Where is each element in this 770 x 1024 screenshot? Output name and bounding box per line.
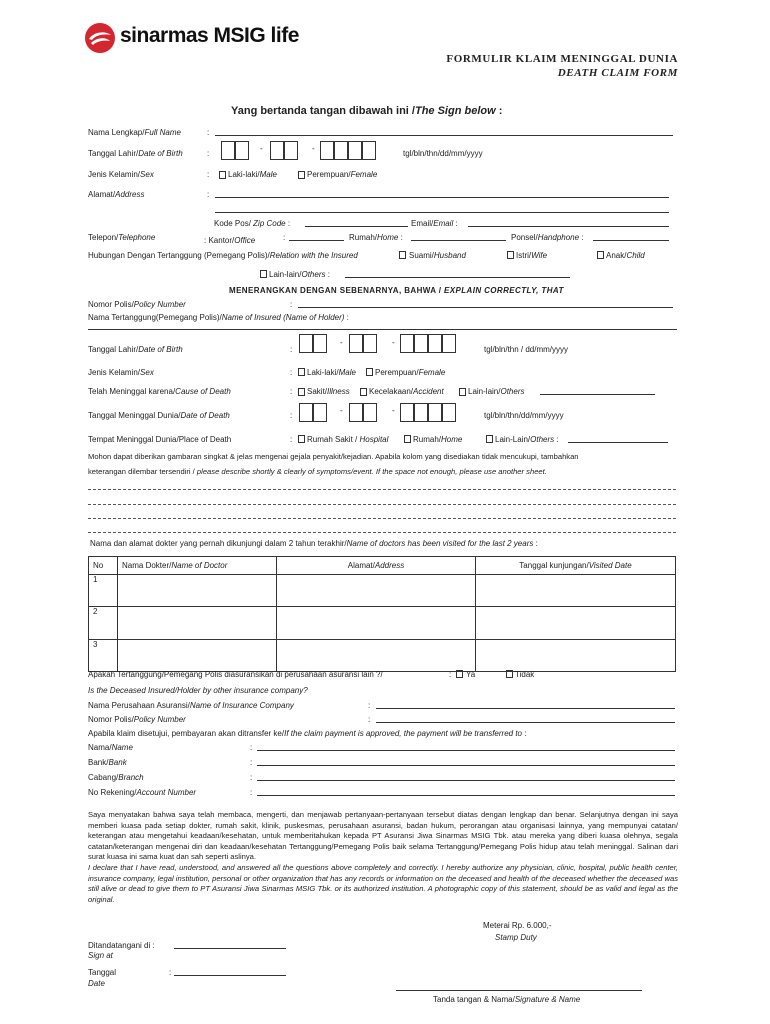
insured-female-checkbox[interactable] bbox=[366, 368, 373, 376]
doctor-address-cell[interactable] bbox=[277, 640, 476, 672]
dob-digit-box[interactable] bbox=[221, 141, 235, 160]
col-address-header: Alamat/Address bbox=[277, 557, 476, 575]
describe-instruction-2: keterangan dilembar tersendiri / please describe shortly & clearly of symptoms/event. If the space not enough, please use another sheet. bbox=[88, 467, 547, 476]
form-title-en: DEATH CLAIM FORM bbox=[557, 67, 678, 79]
mobile-field[interactable] bbox=[593, 240, 669, 241]
visit-date-cell[interactable] bbox=[476, 575, 676, 607]
sex-label: Jenis Kelamin/Sex bbox=[88, 170, 154, 179]
colon: : bbox=[169, 968, 172, 977]
dob-digit-box[interactable] bbox=[362, 141, 376, 160]
address-label: Alamat/Address bbox=[88, 190, 145, 199]
mobile-label: Ponsel/Handphone : bbox=[511, 233, 584, 242]
signature-label: Tanda tangan & Nama/Signature & Name bbox=[433, 995, 581, 1004]
female-option-label: Perempuan/Female bbox=[307, 170, 378, 179]
transfer-intro: Apabila klaim disetujui, pembayaran akan ditransfer ke/If the claim payment is approved, the payment will be transferred to : bbox=[88, 729, 527, 738]
insured-dob-digit-box[interactable] bbox=[363, 334, 377, 353]
home-checkbox[interactable] bbox=[404, 435, 411, 443]
no-label: Tidak bbox=[515, 670, 535, 679]
relation-others-checkbox[interactable] bbox=[260, 270, 267, 278]
dod-digit-box[interactable] bbox=[400, 403, 414, 422]
section-heading bbox=[231, 105, 502, 117]
husband-option-label: Suami/Husband bbox=[409, 251, 466, 260]
doctor-name-cell[interactable] bbox=[118, 607, 277, 640]
home-label: Rumah/Home bbox=[413, 435, 463, 444]
other-policy-field[interactable] bbox=[376, 722, 675, 723]
yes-label: Ya bbox=[466, 670, 476, 679]
dod-digit-box[interactable] bbox=[299, 403, 313, 422]
illness-checkbox[interactable] bbox=[298, 388, 305, 396]
insured-female-label: Perempuan/Female bbox=[375, 368, 446, 377]
dob-separator: - bbox=[340, 338, 343, 347]
table-row[interactable] bbox=[89, 607, 676, 640]
insured-male-label: Laki-laki/Male bbox=[307, 368, 356, 377]
doctors-table bbox=[88, 556, 676, 672]
cause-other-field[interactable] bbox=[540, 394, 655, 395]
date-field[interactable] bbox=[174, 975, 286, 976]
insured-male-checkbox[interactable] bbox=[298, 368, 305, 376]
home-phone-field[interactable] bbox=[411, 240, 506, 241]
colon: : bbox=[207, 128, 210, 137]
relation-label: Hubungan Dengan Tertanggung (Pemegang Polis)/Relation with the Insured bbox=[88, 251, 358, 260]
colon: : bbox=[290, 368, 293, 377]
telephone-label: Telepon/Telephone bbox=[88, 233, 156, 242]
logo-brand-text: sinarmas MSIG life bbox=[120, 24, 299, 47]
insured-dob-digit-box[interactable] bbox=[313, 334, 327, 353]
colon: : bbox=[290, 345, 293, 354]
doctor-address-cell[interactable] bbox=[277, 575, 476, 607]
row-number: 2 bbox=[89, 607, 118, 640]
child-option-label: Anak/Child bbox=[606, 251, 645, 260]
insured-policy-label: Nomor Polis/Policy Number bbox=[88, 300, 186, 309]
date-label-en: Date bbox=[88, 979, 105, 988]
signed-at-label: Ditandatangani di : bbox=[88, 941, 155, 950]
cause-label: Telah Meninggal karena/Cause of Death bbox=[88, 387, 231, 396]
visit-date-cell[interactable] bbox=[476, 607, 676, 640]
table-row[interactable] bbox=[89, 575, 676, 607]
relation-others-label: Lain-lain/Others : bbox=[269, 270, 330, 279]
other-policy-label: Nomor Polis/Policy Number bbox=[88, 715, 186, 724]
husband-checkbox[interactable] bbox=[399, 251, 406, 259]
table-row[interactable] bbox=[89, 640, 676, 672]
insured-name-label: Nama Tertanggung(Pemegang Polis)/Name of Insured (Name of Holder) : bbox=[88, 313, 349, 322]
form-title: FORMULIR KLAIM MENINGGAL DUNIA bbox=[446, 53, 678, 65]
office-phone-field[interactable] bbox=[289, 240, 344, 241]
place-other-label: Lain-Lain/Others : bbox=[495, 435, 559, 444]
colon: : bbox=[290, 300, 293, 309]
cause-other-checkbox[interactable] bbox=[459, 388, 466, 396]
male-option-label: Laki-laki/Male bbox=[228, 170, 277, 179]
insured-dob-digit-box[interactable] bbox=[414, 334, 428, 353]
yes-checkbox[interactable] bbox=[456, 670, 463, 678]
dob-digit-box[interactable] bbox=[334, 141, 348, 160]
transfer-name-label: Nama/Name bbox=[88, 743, 133, 752]
colon: : bbox=[283, 233, 286, 242]
row-number: 1 bbox=[89, 575, 118, 607]
child-checkbox[interactable] bbox=[597, 251, 604, 259]
other-insurance-question-en: Is the Deceased Insured/Holder by other insurance company? bbox=[88, 686, 308, 695]
dod-digit-box[interactable] bbox=[363, 403, 377, 422]
visit-date-cell[interactable] bbox=[476, 640, 676, 672]
dob-separator: - bbox=[260, 144, 263, 153]
colon: : bbox=[207, 190, 210, 199]
dob-format: tgl/bln/thn/dd/mm/yyyy bbox=[403, 149, 483, 158]
zip-field[interactable] bbox=[305, 226, 408, 227]
insured-name-field[interactable] bbox=[88, 329, 677, 330]
insured-dob-digit-box[interactable] bbox=[299, 334, 313, 353]
colon: : bbox=[250, 773, 253, 782]
colon: : bbox=[250, 758, 253, 767]
accident-label: Kecelakaan/Accident bbox=[369, 387, 444, 396]
table-header-row bbox=[89, 557, 676, 575]
doctor-address-cell[interactable] bbox=[277, 607, 476, 640]
insured-dob-digit-box[interactable] bbox=[400, 334, 414, 353]
dod-digit-box[interactable] bbox=[428, 403, 442, 422]
address-field-line-2[interactable] bbox=[215, 212, 669, 213]
description-line-4[interactable] bbox=[88, 532, 676, 533]
place-other-checkbox[interactable] bbox=[486, 435, 493, 443]
branch-field[interactable] bbox=[257, 780, 675, 781]
colon: : bbox=[250, 788, 253, 797]
place-label: Tempat Meninggal Dunia/Place of Death bbox=[88, 435, 232, 444]
dob-digit-box[interactable] bbox=[235, 141, 249, 160]
insured-sex-label: Jenis Kelamin/Sex bbox=[88, 368, 154, 377]
heading-colon: : bbox=[495, 105, 503, 117]
heading-id: Yang bertanda tangan dibawah ini / bbox=[231, 105, 415, 117]
insured-policy-field[interactable] bbox=[298, 307, 673, 308]
address-field-line-1[interactable] bbox=[215, 197, 669, 198]
colon: : bbox=[290, 435, 293, 444]
colon: : bbox=[250, 743, 253, 752]
email-field[interactable] bbox=[468, 226, 669, 227]
hospital-label: Rumah Sakit / Hospital bbox=[307, 435, 389, 444]
office-label: : Kantor/Office bbox=[204, 236, 256, 245]
doctor-name-cell[interactable] bbox=[118, 640, 277, 672]
colon: : bbox=[290, 411, 293, 420]
dob-digit-box[interactable] bbox=[284, 141, 298, 160]
signed-at-label-en: Sign at bbox=[88, 951, 113, 960]
transfer-name-field[interactable] bbox=[257, 750, 675, 751]
col-date-header: Tanggal kunjungan/Visited Date bbox=[476, 557, 676, 575]
account-field[interactable] bbox=[257, 795, 675, 796]
colon: : bbox=[290, 387, 293, 396]
other-insurance-question: Apakah Tertanggung/Pemegang Polis diasuransikan di perusahaan asuransi lain ?/ bbox=[88, 670, 383, 679]
description-line-3[interactable] bbox=[88, 518, 676, 519]
wife-option-label: Istri/Wife bbox=[516, 251, 548, 260]
dob-separator: - bbox=[392, 338, 395, 347]
no-checkbox[interactable] bbox=[506, 670, 513, 678]
relation-others-field[interactable] bbox=[345, 277, 570, 278]
dod-digit-box[interactable] bbox=[414, 403, 428, 422]
description-line-1[interactable] bbox=[88, 489, 676, 490]
bank-label: Bank/Bank bbox=[88, 758, 127, 767]
describe-instruction: Mohon dapat diberikan gambaran singkat & jelas mengenai gejala penyakit/kejadian. Apabila kolom yang disediakan tidak mencukupi, tambahkan bbox=[88, 452, 579, 461]
row-number: 3 bbox=[89, 640, 118, 672]
signed-at-field[interactable] bbox=[174, 948, 286, 949]
insured-dob-digit-box[interactable] bbox=[349, 334, 363, 353]
declaration-en: I declare that I have read, understood, and answered all the questions above completely and correctly. I hereby authorize any physician, clinic, hospital, public health center, insurance company, legal institution, personal or other organization that has any records or information on the deceased and health of the deceased whether the deceased was still alive or dead to give them to PT Asuransi Jiwa Sinarmas MSIG Tbk. or its authorized institution. A photographic copy of this statement, should be as valid and legal as the original. bbox=[88, 862, 678, 904]
colon: : bbox=[368, 701, 371, 710]
company-label: Nama Perusahaan Asuransi/Name of Insurance Company bbox=[88, 701, 294, 710]
dob-separator: - bbox=[312, 144, 315, 153]
insured-dob-digit-box[interactable] bbox=[428, 334, 442, 353]
dob-digit-box[interactable] bbox=[270, 141, 284, 160]
colon: : bbox=[207, 149, 210, 158]
dod-separator: - bbox=[392, 406, 395, 415]
cause-other-label: Lain-lain/Others bbox=[468, 387, 525, 396]
dod-digit-box[interactable] bbox=[349, 403, 363, 422]
bank-field[interactable] bbox=[257, 765, 675, 766]
insured-dob-label: Tanggal Lahir/Date of Birth bbox=[88, 345, 183, 354]
signature-line[interactable] bbox=[396, 990, 642, 991]
male-checkbox[interactable] bbox=[219, 171, 226, 179]
zip-label: Kode Pos/ Zip Code : bbox=[214, 219, 291, 228]
stamp-label: Meterai Rp. 6.000,- bbox=[483, 921, 552, 930]
dod-digit-box[interactable] bbox=[442, 403, 456, 422]
dod-digit-box[interactable] bbox=[313, 403, 327, 422]
wife-checkbox[interactable] bbox=[507, 251, 514, 259]
dod-separator: - bbox=[340, 406, 343, 415]
insured-dob-format: tgl/bln/thn / dd/mm/yyyy bbox=[484, 345, 569, 354]
doctors-intro: Nama dan alamat dokter yang pernah dikunjungi dalam 2 tahun terakhir/Name of doctors has been visited for the last 2 years : bbox=[90, 539, 538, 548]
col-no-header: No bbox=[89, 557, 118, 575]
place-other-field[interactable] bbox=[568, 442, 668, 443]
accident-checkbox[interactable] bbox=[360, 388, 367, 396]
doctor-name-cell[interactable] bbox=[118, 575, 277, 607]
dod-format: tgl/bln/thn/dd/mm/yyyy bbox=[484, 411, 564, 420]
logo-emblem-icon bbox=[84, 22, 116, 54]
dob-digit-box[interactable] bbox=[320, 141, 334, 160]
full-name-label: Nama Lengkap/Full Name bbox=[88, 128, 181, 137]
branch-label: Cabang/Branch bbox=[88, 773, 144, 782]
dob-digit-box[interactable] bbox=[348, 141, 362, 160]
explain-heading: MENERANGKAN DENGAN SEBENARNYA, BAHWA / EXPLAIN CORRECTLY, THAT bbox=[229, 286, 564, 295]
colon: : bbox=[207, 170, 210, 179]
insured-dob-digit-box[interactable] bbox=[442, 334, 456, 353]
declaration bbox=[88, 810, 678, 905]
declaration-id: Saya menyatakan bahwa saya telah membaca, mengerti, dan menjawab pertanyaan-pertanyaan tersebut diatas dengan lengkap dan benar. Selanjutnya dengan ini saya memberi kuasa pada setiap dokter, rumah sakit, klinik, puskesmas, perusahaan asuransi, badan hukum, perorangan atau organisasi lainnya, yang mempunyai catatan/ keterangan atau mengetahui keadaan/kesehatan, untuk memberitahukan kepada PT Asuransi Jiwa Sinarmas MSIG Tbk. atau mereka yang diberi kuasa olehnya, segala catatan/keterangan mengenai diri dan keadaan/kesehatan Tertanggung/Pemegang Polis baik selama Tertanggung/Pemegang Polis hidup atau telah meninggal. Salinan dari surat kuasa ini sama kuat dan sah seperti aslinya. bbox=[88, 810, 678, 862]
heading-en: The Sign below bbox=[414, 105, 496, 117]
stamp-label-en: Stamp Duty bbox=[495, 933, 537, 942]
account-label: No Rekening/Account Number bbox=[88, 788, 197, 797]
colon: : bbox=[449, 670, 452, 679]
date-label: Tanggal bbox=[88, 968, 117, 977]
home-phone-label: Rumah/Home : bbox=[349, 233, 403, 242]
colon: : bbox=[368, 715, 371, 724]
col-name-header: Nama Dokter/Name of Doctor bbox=[118, 557, 277, 575]
illness-label: Sakit/Illness bbox=[307, 387, 350, 396]
female-checkbox[interactable] bbox=[298, 171, 305, 179]
dod-label: Tanggal Meninggal Dunia/Date of Death bbox=[88, 411, 230, 420]
full-name-field[interactable] bbox=[215, 135, 673, 136]
dob-label: Tanggal Lahir/Date of Birth bbox=[88, 149, 183, 158]
hospital-checkbox[interactable] bbox=[298, 435, 305, 443]
description-line-2[interactable] bbox=[88, 504, 676, 505]
email-label: Email/Email : bbox=[411, 219, 458, 228]
company-field[interactable] bbox=[376, 708, 675, 709]
